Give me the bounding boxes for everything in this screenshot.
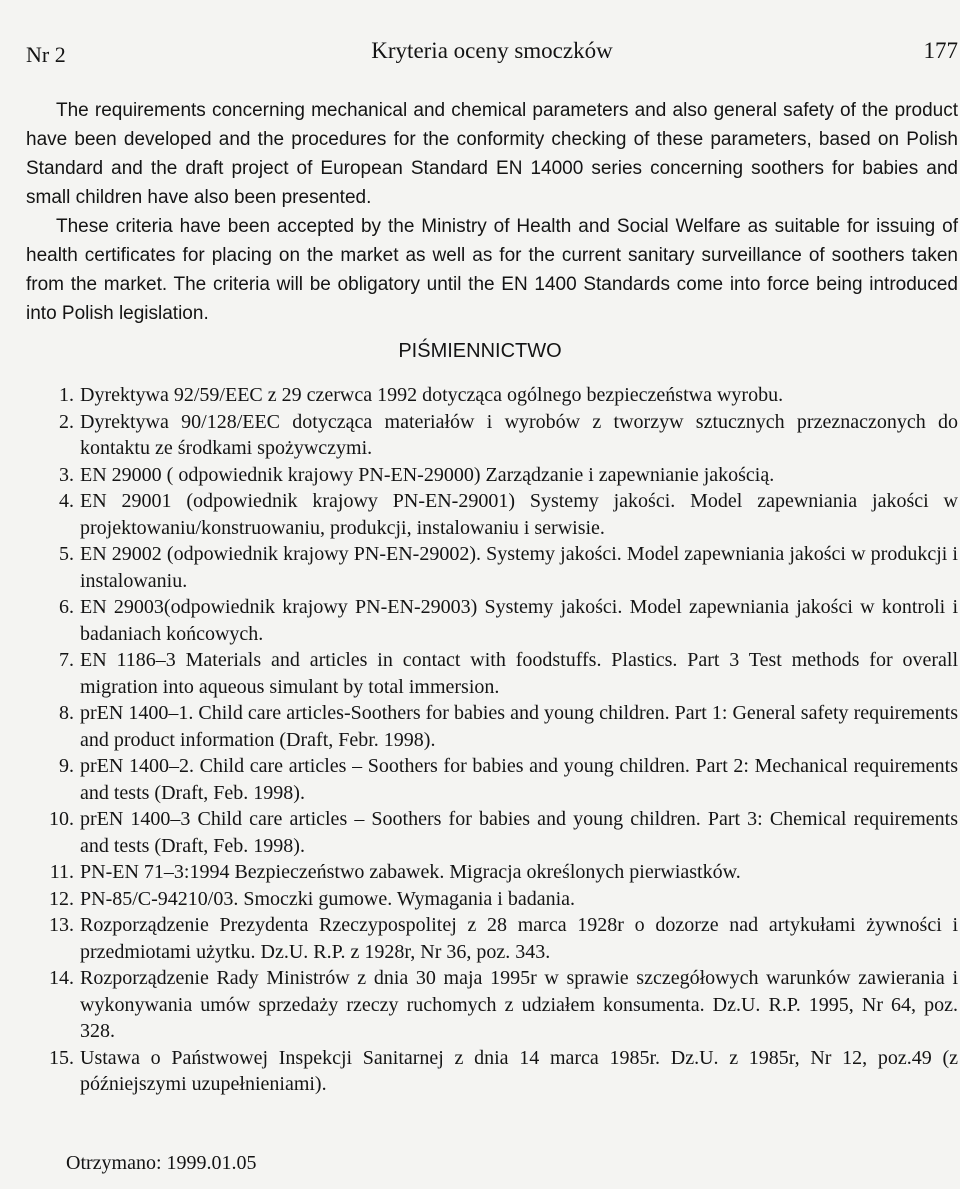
reference-text: EN 1186–3 Materials and articles in contact with foodstuffs. Plastics. Part 3 Test methods for overall migration into aqueous simulant by total immersion.	[80, 649, 958, 698]
reference-item	[26, 409, 958, 462]
reference-item	[26, 965, 958, 1045]
reference-text: prEN 1400–2. Child care articles – Soothers for babies and young children. Part 2: Mechanical requirements and tests (Draft, Feb. 1998).	[80, 755, 958, 804]
reference-text: EN 29003(odpowiednik krajowy PN-EN-29003) Systemy jakości. Model zapewniania jakości w kontroli i badaniach końcowych.	[80, 596, 958, 645]
reference-text: PN-EN 71–3:1994 Bezpieczeństwo zabawek. Migracja określonych pierwiastków.	[80, 861, 741, 883]
reference-number: 11.	[49, 861, 74, 883]
reference-number: 13.	[49, 914, 74, 936]
reference-item	[26, 806, 958, 859]
reference-number: 8.	[59, 702, 74, 724]
reference-text: EN 29002 (odpowiednik krajowy PN-EN-29002). Systemy jakości. Model zapewniania jakości w produkcji i instalowaniu.	[80, 543, 958, 592]
reference-number: 10.	[49, 808, 74, 830]
reference-text: prEN 1400–1. Child care articles-Soothers for babies and young children. Part 1: General safety requirements and product information (Draft, Febr. 1998).	[80, 702, 958, 751]
english-abstract	[26, 96, 958, 328]
references-heading: PIŚMIENNICTWO	[398, 340, 562, 362]
reference-number: 15.	[49, 1046, 74, 1069]
reference-text: EN 29000 ( odpowiednik krajowy PN-EN-29000) Zarządzanie i zapewnianie jakością.	[80, 463, 775, 486]
reference-text: Dyrektywa 90/128/EEC dotycząca materiałów i wyrobów z tworzyw sztucznych przeznaczonych do kontaktu ze środkami spożywczymi.	[80, 410, 958, 459]
reference-text: Rozporządzenie Rady Ministrów z dnia 30 maja 1995r w sprawie szczegółowych warunków zawierania i wykonywania umów sprzedaży rzeczy ruchomych z udziałem konsumenta. Dz.U. R.P. 1995, Nr 64, poz. 328.	[80, 967, 958, 1042]
reference-item	[26, 859, 958, 886]
reference-item	[26, 541, 958, 594]
reference-text: PN-85/C-94210/03. Smoczki gumowe. Wymagania i badania.	[80, 887, 576, 910]
reference-number: 12.	[49, 887, 74, 910]
reference-item	[26, 462, 958, 489]
reference-number: 3.	[59, 463, 74, 486]
received-date: Otrzymano: 1999.01.05	[66, 1152, 257, 1174]
reference-item	[26, 1045, 958, 1098]
journal-issue-number: Nr 2	[26, 42, 66, 67]
reference-number: 9.	[59, 755, 74, 777]
page-header	[26, 36, 958, 72]
reference-text: Rozporządzenie Prezydenta Rzeczypospolitej z 28 marca 1928r o dozorze nad artykułami żywności i przedmiotami użytku. Dz.U. R.P. z 1928r, Nr 36, poz. 343.	[80, 914, 958, 963]
reference-item	[26, 912, 958, 965]
reference-number: 2.	[59, 410, 74, 433]
page-number: 177	[923, 38, 958, 63]
reference-number: 4.	[59, 490, 74, 512]
reference-item	[26, 488, 958, 541]
reference-list	[26, 382, 958, 1098]
reference-item	[26, 647, 958, 700]
reference-item	[26, 382, 958, 409]
reference-number: 7.	[59, 649, 74, 671]
reference-text: EN 29001 (odpowiednik krajowy PN-EN-29001) Systemy jakości. Model zapewniania jakości w projektowaniu/konstruowaniu, produkcji, instalowaniu i serwisie.	[80, 490, 958, 539]
reference-text: prEN 1400–3 Child care articles – Soothers for babies and young children. Part 3: Chemical requirements and tests (Draft, Feb. 1998).	[80, 808, 958, 857]
reference-number: 1.	[59, 384, 74, 406]
abstract-paragraph: These criteria have been accepted by the Ministry of Health and Social Welfare as suitable for issuing of health certificates for placing on the market as well as for the current sanitary surveillance of soothers taken from the market. The criteria will be obligatory until the EN 1400 Standards come into force being introduced into Polish legislation.	[26, 216, 958, 324]
reference-item	[26, 700, 958, 753]
reference-number: 14.	[49, 967, 74, 989]
reference-item	[26, 753, 958, 806]
reference-text: Ustawa o Państwowej Inspekcji Sanitarnej z dnia 14 marca 1985r. Dz.U. z 1985r, Nr 12, poz.49 (z późniejszymi uzupełnieniami).	[80, 1046, 958, 1095]
reference-number: 6.	[59, 596, 74, 618]
reference-item	[26, 886, 958, 913]
reference-number: 5.	[59, 543, 74, 565]
reference-item	[26, 594, 958, 647]
abstract-paragraph: The requirements concerning mechanical and chemical parameters and also general safety of the product have been developed and the procedures for the conformity checking of these parameters, based on Polish Standard and the draft project of European Standard EN 14000 series concerning soothers for babies and small children have also been presented.	[26, 100, 958, 208]
running-title: Kryteria oceny smoczków	[371, 38, 613, 63]
reference-text: Dyrektywa 92/59/EEC z 29 czerwca 1992 dotycząca ogólnego bezpieczeństwa wyrobu.	[80, 384, 784, 406]
